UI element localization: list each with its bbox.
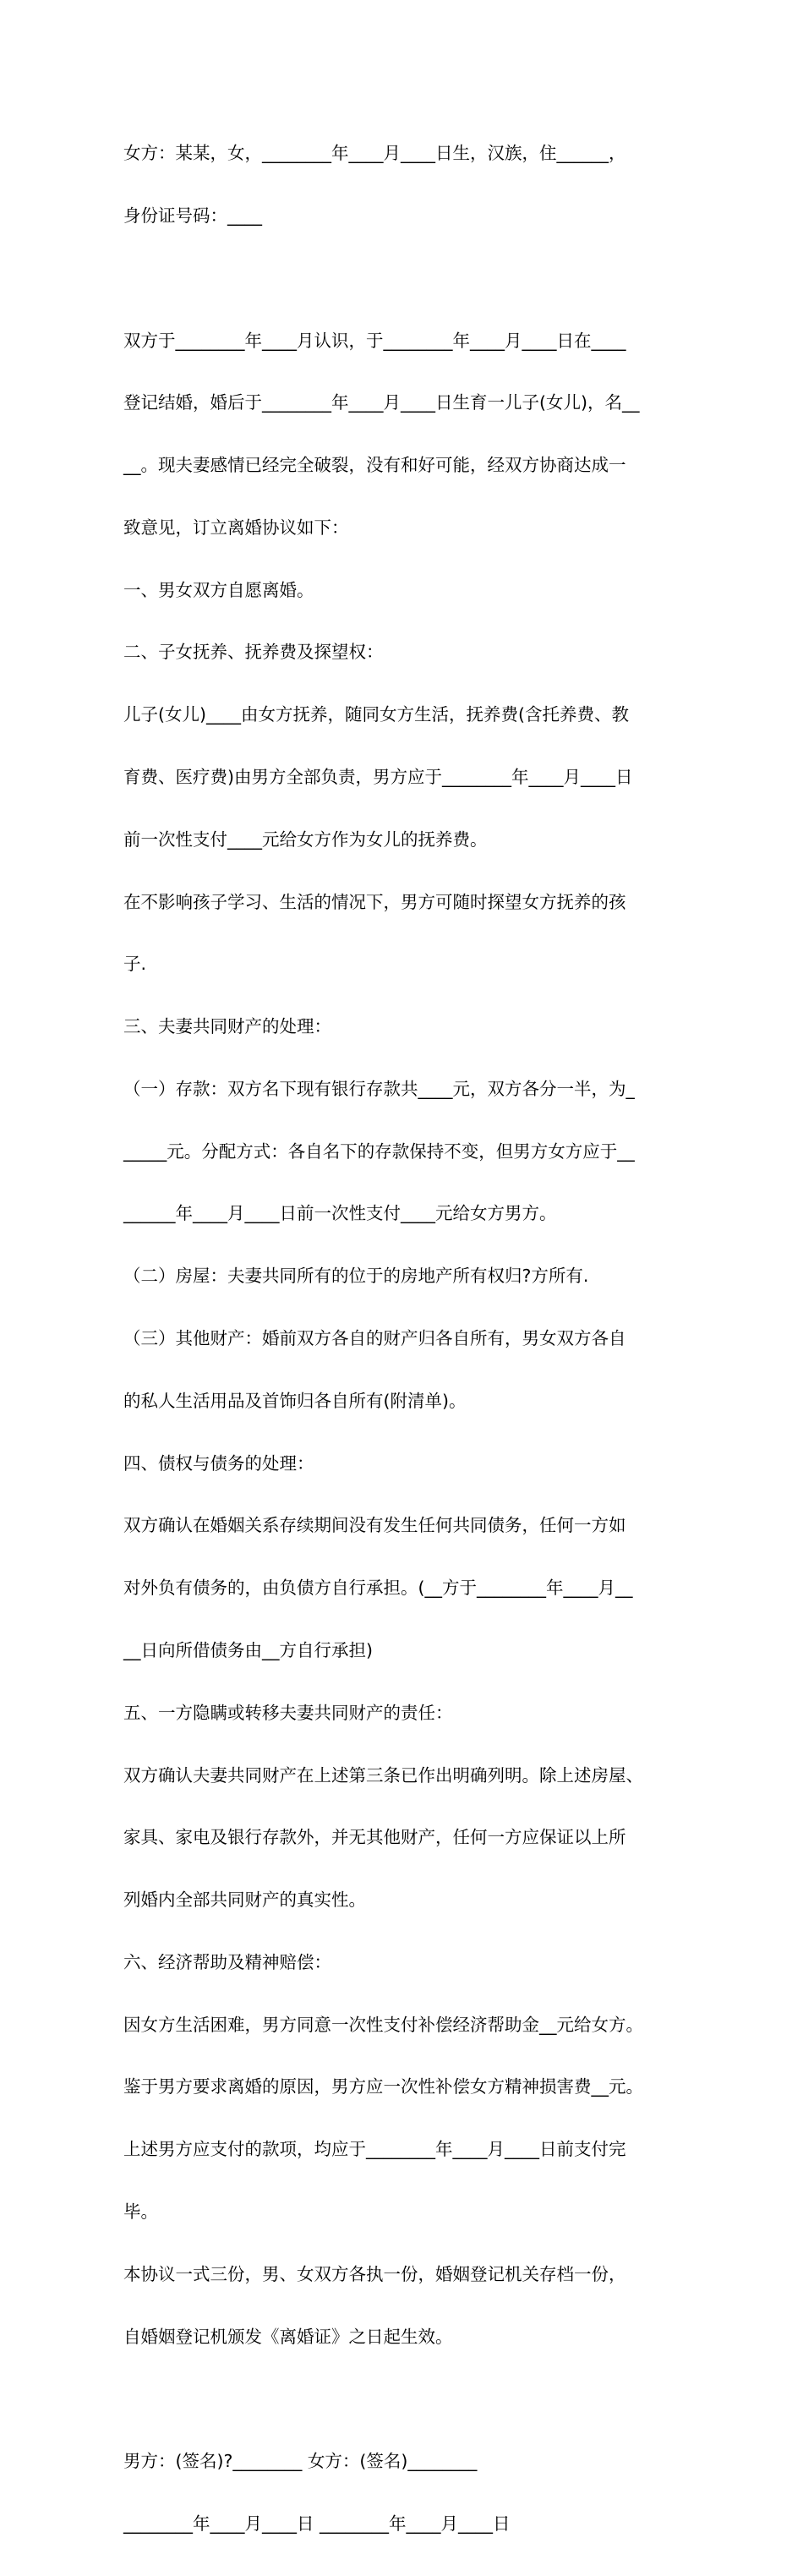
section-heading: 四、债权与债务的处理： bbox=[123, 1452, 314, 1474]
text-line: __。现夫妻感情已经完全破裂，没有和好可能，经双方协商达成一 bbox=[123, 455, 626, 476]
date-line: ________年____月____日 ________年____月____日 bbox=[123, 2513, 511, 2534]
text-line: （三）其他财产：婚前双方各自的财产归各自所有，男女双方各自 bbox=[123, 1328, 626, 1349]
text-line: 双方确认夫妻共同财产在上述第三条已作出明确列明。除上述房屋、 bbox=[123, 1764, 643, 1786]
text-line: 对外负有债务的，由负债方自行承担。(__方于________年____月__ bbox=[123, 1578, 633, 1599]
text-line: 双方确认在婚姻关系存续期间没有发生任何共同债务，任何一方如 bbox=[123, 1515, 626, 1536]
text-line: 的私人生活用品及首饰归各自所有(附清单)。 bbox=[123, 1390, 467, 1411]
section-heading: 五、一方隐瞒或转移夫妻共同财产的责任： bbox=[123, 1702, 453, 1723]
text-line: 家具、家电及银行存款外，并无其他财产，任何一方应保证以上所 bbox=[123, 1827, 626, 1848]
text-line: 因女方生活困难，男方同意一次性支付补偿经济帮助金__元给女方。 bbox=[123, 2014, 643, 2035]
text-line: 身份证号码：____ bbox=[123, 205, 262, 226]
agreement-text bbox=[123, 101, 698, 2576]
text-line: 子. bbox=[123, 954, 147, 975]
text-line: __日向所借债务由__方自行承担) bbox=[123, 1639, 373, 1660]
text-line: 上述男方应支付的款项，均应于________年____月____日前支付完 bbox=[123, 2139, 626, 2160]
text-line: 育费、医疗费)由男方全部负责，男方应于________年____月____日 bbox=[123, 767, 633, 787]
text-line: 双方于________年____月认识，于________年____月____日在____ bbox=[123, 330, 626, 351]
text-line: 登记结婚，婚后于________年____月____日生育一儿子(女儿)，名__ bbox=[123, 392, 640, 413]
text-line: _____元。分配方式：各自名下的存款保持不变，但男方女方应于__ bbox=[123, 1140, 635, 1162]
text-line: （二）房屋：夫妻共同所有的位于的房地产所有权归?方所有. bbox=[123, 1266, 589, 1287]
text-line: 自婚姻登记机颁发《离婚证》之日起生效。 bbox=[123, 2326, 453, 2347]
text-line: 致意见，订立离婚协议如下： bbox=[123, 517, 349, 538]
section-heading: 二、子女抚养、抚养费及探望权： bbox=[123, 642, 384, 663]
section-heading: 一、男女双方自愿离婚。 bbox=[123, 579, 314, 600]
text-line: 女方：某某，女，________年____月____日生，汉族，住______， bbox=[123, 143, 626, 164]
text-line: 毕。 bbox=[123, 2201, 158, 2222]
section-heading: 三、夫妻共同财产的处理： bbox=[123, 1016, 331, 1037]
text-line: 列婚内全部共同财产的真实性。 bbox=[123, 1890, 366, 1911]
blank-line bbox=[123, 2388, 698, 2409]
section-heading: 六、经济帮助及精神赔偿： bbox=[123, 1951, 331, 1972]
text-line: 本协议一式三份，男、女双方各执一份，婚姻登记机关存档一份， bbox=[123, 2263, 626, 2284]
text-line: ______年____月____日前一次性支付____元给女方男方。 bbox=[123, 1203, 557, 1224]
blank-line bbox=[123, 268, 698, 289]
text-line: （一）存款：双方名下现有银行存款共____元，双方各分一半，为_ bbox=[123, 1078, 635, 1099]
text-line: 鉴于男方要求离婚的原因，男方应一次性补偿女方精神损害费__元。 bbox=[123, 2076, 643, 2097]
text-line: 儿子(女儿)____由女方抚养，随同女方生活，抚养费(含托养费、教 bbox=[123, 704, 629, 725]
signature-line: 男方：(签名)?________ 女方：(签名)________ bbox=[123, 2451, 478, 2472]
text-line: 在不影响孩子学习、生活的情况下，男方可随时探望女方抚养的孩 bbox=[123, 891, 626, 912]
text-line: 前一次性支付____元给女方作为女儿的抚养费。 bbox=[123, 829, 488, 850]
